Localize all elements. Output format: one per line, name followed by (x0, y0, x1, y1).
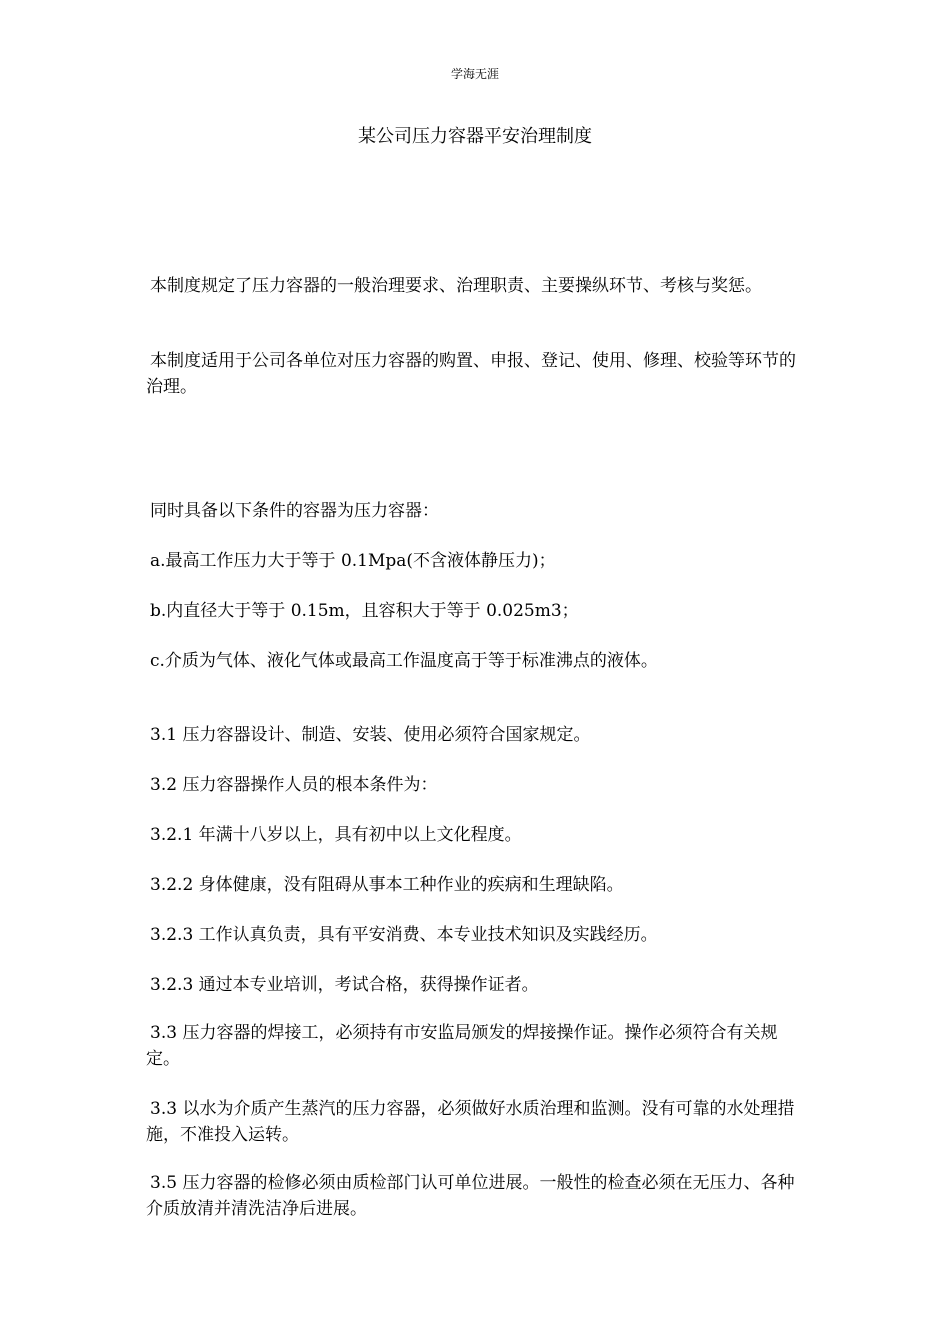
list-item-a: a.最高工作压力大于等于 0.1Mpa(不含液体静压力)； (150, 551, 556, 571)
clause-3-2-3b: 3.2.3 通过本专业培训，考试合格，获得操作证者。 (150, 975, 539, 995)
clause-3-2-2: 3.2.2 身体健康，没有阻碍从事本工种作业的疾病和生理缺陷。 (150, 875, 624, 895)
clause-3-1: 3.1 压力容器设计、制造、安装、使用必须符合国家规定。 (150, 725, 591, 745)
list-item-b: b.内直径大于等于 0.15m，且容积大于等于 0.025m3； (150, 601, 579, 621)
clause-3-2-1: 3.2.1 年满十八岁以上，具有初中以上文化程度。 (150, 825, 522, 845)
clause-3-2: 3.2 压力容器操作人员的根本条件为： (150, 775, 438, 795)
paragraph-definition-intro: 同时具备以下条件的容器为压力容器： (150, 501, 439, 521)
clause-3-3-welders: 3.3 压力容器的焊接工，必须持有市安监局颁发的焊接操作证。操作必须符合有关规定。 (146, 1023, 778, 1069)
clause-3-2-3: 3.2.3 工作认真负责，具有平安消费、本专业技术知识及实践经历。 (150, 925, 658, 945)
clause-3-5: 3.5 压力容器的检修必须由质检部门认可单位进展。一般性的检查必须在无压力、各种介质放清并清洗洁净后进展。 (146, 1173, 795, 1219)
list-item-c: c.介质为气体、液化气体或最高工作温度高于等于标准沸点的液体。 (150, 651, 658, 671)
document-title: 某公司压力容器平安治理制度 (358, 126, 592, 147)
paragraph-scope: 本制度规定了压力容器的一般治理要求、治理职责、主要操纵环节、考核与奖惩。 (150, 276, 762, 296)
clause-3-3-water: 3.3 以水为介质产生蒸汽的压力容器，必须做好水质治理和监测。没有可靠的水处理措施，不准投入运转。 (146, 1099, 795, 1145)
paragraph-applicability: 本制度适用于公司各单位对压力容器的购置、申报、登记、使用、修理、校验等环节的治理。 (146, 351, 796, 397)
page-header: 学海无涯 (450, 67, 499, 81)
